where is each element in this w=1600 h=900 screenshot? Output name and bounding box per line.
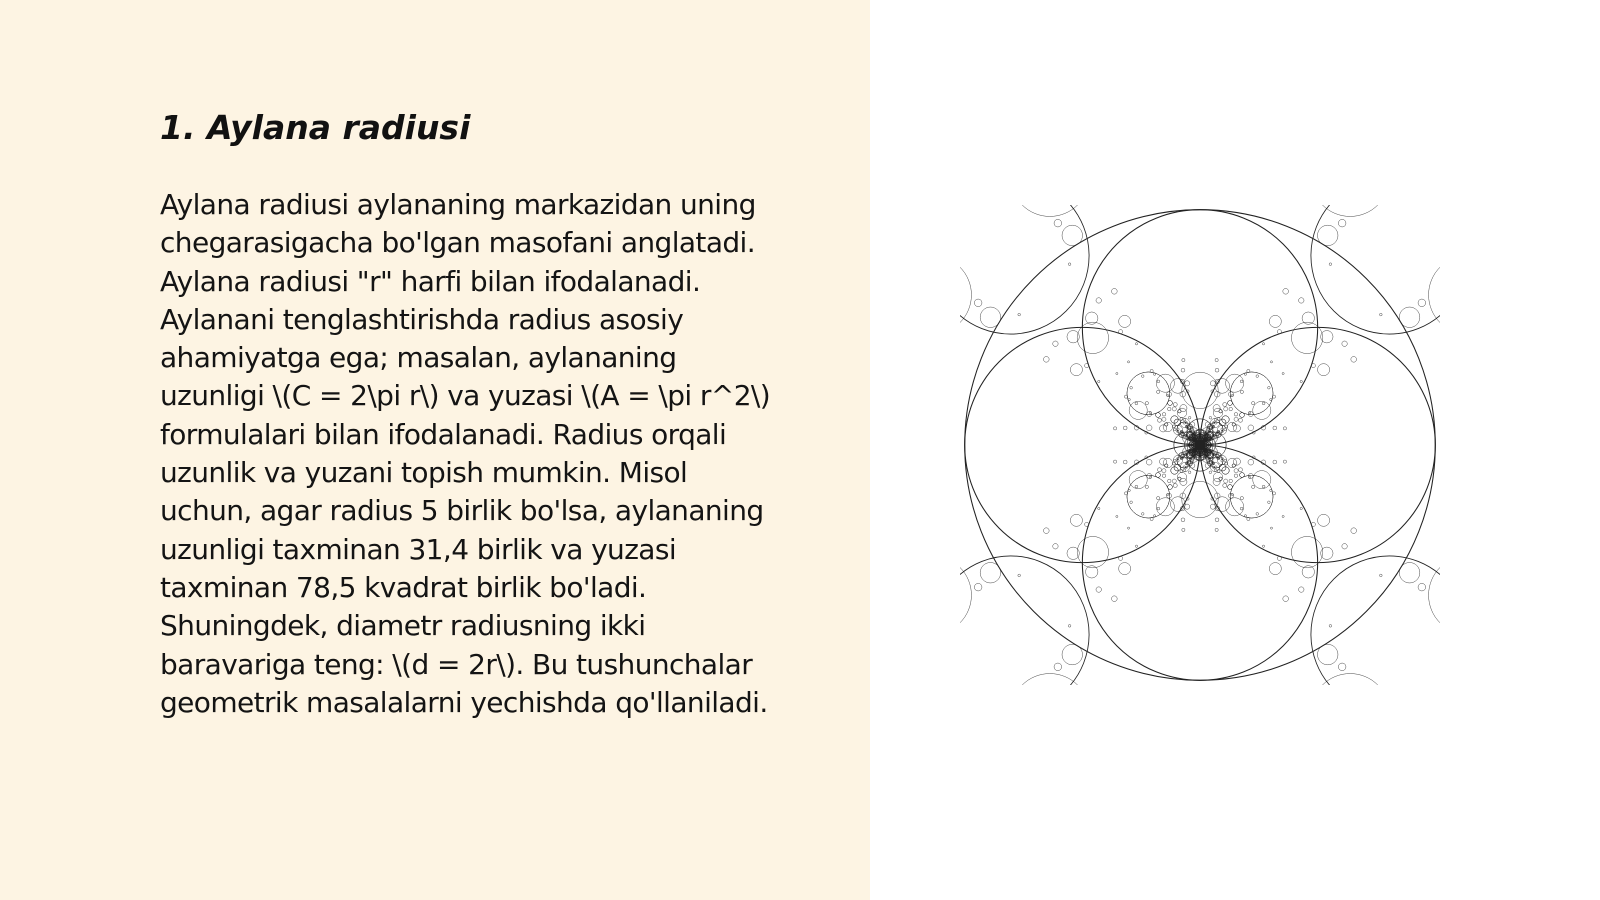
gasket-circle — [1135, 402, 1138, 405]
gasket-circle — [1127, 372, 1170, 415]
gasket-circle — [1277, 330, 1281, 334]
gasket-circle — [1302, 566, 1314, 578]
gasket-circle — [1174, 459, 1176, 461]
gasket-circle — [1082, 445, 1317, 680]
gasket-circle — [1262, 343, 1264, 345]
gasket-circle — [1240, 473, 1245, 478]
gasket-circle — [1321, 331, 1333, 343]
gasket-circle — [1070, 364, 1082, 376]
gasket-circle — [1173, 425, 1182, 434]
gasket-circle — [1283, 460, 1286, 463]
gasket-circle — [1127, 361, 1129, 363]
gasket-circle — [1116, 515, 1118, 517]
body-line: Aylana radiusi aylananing markazidan uning — [160, 188, 756, 221]
gasket-circle — [974, 583, 982, 591]
gasket-circle — [1053, 544, 1058, 549]
gasket-circle — [1226, 498, 1244, 516]
gasket-circle — [1085, 522, 1089, 526]
gasket-circle — [1209, 471, 1212, 474]
gasket-circle — [1217, 425, 1226, 434]
gasket-circle — [1146, 459, 1152, 465]
body-line: uchun, agar radius 5 birlik bo'lsa, aylananing — [160, 494, 764, 528]
gasket-circle — [1273, 426, 1277, 430]
gasket-circle — [1145, 485, 1148, 488]
gasket-circle — [1157, 497, 1160, 500]
gasket-circle — [1123, 426, 1127, 430]
gasket-circle — [1068, 263, 1071, 266]
gasket-circle — [1270, 489, 1272, 491]
gasket-circle — [1219, 464, 1226, 471]
gasket-circle — [1321, 547, 1333, 559]
gasket-circle — [1311, 363, 1315, 367]
gasket-circle — [1215, 358, 1218, 361]
gasket-circle — [1128, 489, 1130, 491]
gasket-circle — [1230, 475, 1273, 518]
gasket-circle — [1270, 361, 1272, 363]
gasket-circle — [1086, 312, 1098, 324]
gasket-circle — [1119, 315, 1131, 327]
gasket-circle — [1329, 625, 1332, 628]
gasket-circle — [1253, 401, 1271, 419]
gasket-circle — [1077, 536, 1108, 567]
gasket-circle — [1239, 468, 1243, 472]
gasket-circle — [1399, 307, 1419, 327]
gasket-circle — [1174, 464, 1181, 471]
gasket-circle — [1215, 518, 1219, 522]
gasket-circle — [1380, 313, 1383, 316]
gasket-circle — [1146, 425, 1152, 431]
gasket-circle — [1240, 507, 1243, 510]
gasket-circle — [1067, 331, 1079, 343]
gasket-circle — [1229, 407, 1233, 411]
gasket-circle — [1299, 587, 1304, 592]
gasket-circle — [1113, 460, 1116, 463]
gasket-circle — [1214, 419, 1216, 421]
gasket-circle — [1273, 460, 1277, 464]
gasket-circle — [1173, 484, 1177, 488]
gasket-circle — [1268, 501, 1271, 504]
gasket-circle — [1282, 515, 1284, 517]
gasket-circle — [1162, 469, 1166, 473]
gasket-circle — [1062, 225, 1082, 245]
gasket-circle — [1240, 380, 1243, 383]
gasket-circle — [1262, 545, 1264, 547]
gasket-circle — [1215, 379, 1230, 394]
gasket-circle — [1170, 379, 1185, 394]
gasket-circle — [1127, 475, 1170, 518]
gasket-circle — [1224, 428, 1226, 430]
body-line: Shuningdek, diametr radiusning ikki — [160, 609, 646, 643]
gasket-circle — [965, 327, 1200, 562]
gasket-circle — [1158, 418, 1162, 422]
slide-title: 1. Aylana radiusi — [160, 108, 471, 147]
gasket-circle — [1240, 390, 1243, 393]
gasket-circle — [1043, 528, 1049, 534]
gasket-circle — [1070, 514, 1082, 526]
body-line: taxminan 78,5 kvadrat birlik bo'ladi. — [160, 570, 647, 604]
gasket-circle — [1062, 644, 1082, 664]
gasket-circle — [1118, 556, 1122, 560]
gasket-circle — [1269, 563, 1281, 575]
gasket-circle — [1277, 556, 1281, 560]
gasket-circle — [1182, 481, 1218, 517]
gasket-circle — [1174, 419, 1181, 426]
gasket-circle — [1252, 402, 1255, 405]
body-line: baravariga teng: \(d = 2r\). Bu tushunchalar — [160, 647, 753, 681]
gasket-circle — [1291, 322, 1322, 353]
gasket-circle — [1282, 372, 1284, 374]
gasket-circle — [1256, 375, 1259, 378]
gasket-circle — [1171, 467, 1178, 474]
gasket-circle — [1215, 368, 1219, 372]
gasket-circle — [1188, 471, 1191, 474]
gasket-circle — [1043, 357, 1049, 363]
gasket-circle — [1223, 403, 1227, 407]
gasket-circle — [1156, 473, 1161, 478]
gasket-circle — [1185, 381, 1190, 386]
gasket-circle — [1239, 418, 1243, 422]
gasket-circle — [1283, 427, 1286, 430]
gasket-circle — [1135, 485, 1138, 488]
gasket-circle — [1168, 479, 1172, 483]
gasket-circle — [1130, 501, 1133, 504]
gasket-circle — [1222, 416, 1229, 423]
gasket-circle — [1329, 263, 1332, 266]
gasket-circle — [1162, 474, 1166, 478]
gasket-circle — [1130, 386, 1133, 389]
gasket-circle — [1157, 390, 1160, 393]
gasket-circle — [1174, 428, 1176, 430]
gasket-circle — [980, 562, 1000, 582]
gasket-circle — [1086, 566, 1098, 578]
gasket-circle — [1156, 374, 1174, 392]
gasket-circle — [1168, 407, 1172, 411]
gasket-circle — [1229, 479, 1233, 483]
gasket-circle — [1128, 398, 1130, 400]
gasket-circle — [1302, 312, 1314, 324]
gasket-circle — [1127, 527, 1129, 529]
gasket-circle — [1311, 205, 1440, 334]
gasket-circle — [1053, 341, 1058, 346]
gasket-circle — [1230, 372, 1273, 415]
body-line: Aylanani tenglashtirishda radius asosiy — [160, 302, 684, 336]
gasket-circle — [1317, 644, 1337, 664]
gasket-circle — [1162, 413, 1166, 417]
gasket-circle — [1399, 562, 1419, 582]
gasket-circle — [1157, 507, 1160, 510]
gasket-circle — [1222, 467, 1229, 474]
gasket-circle — [1234, 417, 1238, 421]
gasket-circle — [1269, 315, 1281, 327]
gasket-circle — [1171, 416, 1178, 423]
gasket-circle — [1181, 368, 1185, 372]
gasket-circle — [1018, 313, 1021, 316]
gasket-circle — [1234, 469, 1238, 473]
gasket-circle — [1291, 536, 1322, 567]
gasket-circle — [1172, 479, 1176, 483]
gasket-circle — [1200, 327, 1435, 562]
gasket-circle — [1116, 372, 1118, 374]
gasket-circle — [1096, 298, 1101, 303]
apollonian-gasket-image — [960, 205, 1440, 685]
gasket-circle — [1299, 298, 1304, 303]
gasket-circle — [1230, 475, 1273, 518]
gasket-circle — [1338, 663, 1346, 671]
body-line: formulalari bilan ifodalanadi. Radius orqali — [160, 417, 727, 451]
gasket-circle — [1085, 363, 1089, 367]
gasket-circle — [1118, 330, 1122, 334]
gasket-circle — [1018, 574, 1021, 577]
gasket-circle — [1268, 386, 1271, 389]
gasket-circle — [1215, 497, 1230, 512]
gasket-circle — [1181, 518, 1185, 522]
gasket-circle — [1068, 625, 1071, 628]
gasket-circle — [1418, 583, 1426, 591]
gasket-circle — [1226, 374, 1244, 392]
body-line: geometrik masalalarni yechishda qo'llaniladi. — [160, 685, 768, 719]
gasket-circle — [1215, 528, 1218, 531]
gasket-circle — [1311, 556, 1440, 685]
body-line: ahamiyatga ega; masalan, aylananing — [160, 341, 677, 375]
gasket-circle — [1262, 402, 1265, 405]
gasket-circle — [1183, 469, 1185, 471]
gasket-circle — [1173, 403, 1177, 407]
gasket-circle — [1156, 498, 1174, 516]
gasket-circle — [1380, 574, 1383, 577]
gasket-circle — [1135, 545, 1137, 547]
gasket-circle — [1248, 459, 1254, 465]
gasket-circle — [1098, 380, 1100, 382]
gasket-circle — [1182, 358, 1185, 361]
body-line: Aylana radiusi "r" harfi bilan ifodalanadi. — [160, 264, 701, 298]
gasket-circle — [1317, 225, 1337, 245]
gasket-circle — [1300, 507, 1302, 509]
gasket-circle — [1253, 471, 1271, 489]
gasket-circle — [1223, 484, 1227, 488]
gasket-circle — [1283, 596, 1289, 602]
gasket-circle — [1214, 469, 1216, 471]
gasket-circle — [1119, 563, 1131, 575]
gasket-circle — [1210, 381, 1215, 386]
gasket-circle — [980, 307, 1000, 327]
gasket-circle — [960, 205, 1089, 334]
gasket-circle — [1172, 407, 1176, 411]
gasket-circle — [1230, 372, 1273, 415]
body-line: uzunlik va yuzani topish mumkin. Misol — [160, 456, 688, 490]
gasket-circle — [1240, 413, 1245, 418]
gasket-circle — [1240, 497, 1243, 500]
gasket-circle — [1188, 416, 1191, 419]
gasket-circle — [1170, 497, 1185, 512]
gasket-circle — [1224, 407, 1228, 411]
gasket-circle — [1112, 288, 1118, 294]
gasket-circle — [1270, 398, 1272, 400]
gasket-circle — [1054, 663, 1062, 671]
gasket-circle — [1145, 402, 1148, 405]
gasket-circle — [1067, 547, 1079, 559]
gasket-circle — [1224, 459, 1226, 461]
gasket-circle — [1077, 322, 1108, 353]
gasket-circle — [1162, 417, 1166, 421]
gasket-circle — [1129, 471, 1147, 489]
gasket-circle — [1054, 219, 1062, 227]
gasket-circle — [1127, 475, 1170, 518]
gasket-circle — [960, 556, 1089, 685]
gasket-circle — [1129, 401, 1147, 419]
gasket-circle — [1098, 507, 1100, 509]
gasket-circle — [1141, 375, 1144, 378]
gasket-circle — [1342, 544, 1347, 549]
gasket-circle — [1234, 413, 1238, 417]
gasket-circle — [1157, 380, 1160, 383]
gasket-circle — [1183, 419, 1185, 421]
gasket-circle — [1252, 485, 1255, 488]
gasket-circle — [1224, 479, 1228, 483]
gasket-circle — [1351, 357, 1357, 363]
gasket-circle — [1418, 299, 1426, 307]
gasket-circle — [1300, 380, 1302, 382]
gasket-circle — [1256, 513, 1259, 516]
gasket-circle — [1283, 288, 1289, 294]
gasket-circle — [1112, 596, 1118, 602]
gasket-circle — [1182, 528, 1185, 531]
gasket-circle — [1318, 514, 1330, 526]
apollonian-gasket-svg — [960, 205, 1440, 685]
body-line: uzunligi taxminan 31,4 birlik va yuzasi — [160, 532, 677, 566]
gasket-circle — [1113, 427, 1116, 430]
gasket-circle — [1262, 485, 1265, 488]
gasket-circle — [1351, 528, 1357, 534]
body-line: chegarasigacha bo'lgan masofani anglatadi. — [160, 226, 756, 260]
gasket-circle — [1209, 416, 1212, 419]
gasket-circle — [1338, 219, 1346, 227]
gasket-circle — [1096, 587, 1101, 592]
body-line: uzunligi \(C = 2\pi r\) va yuzasi \(A = \pi r^2\) — [160, 379, 771, 413]
gasket-circle — [1158, 468, 1162, 472]
gasket-circle — [1082, 210, 1317, 445]
gasket-circle — [1127, 372, 1170, 415]
gasket-circle — [1135, 343, 1137, 345]
gasket-circle — [1342, 341, 1347, 346]
gasket-circle — [1141, 513, 1144, 516]
gasket-circle — [1248, 425, 1254, 431]
slide-body — [160, 186, 850, 722]
gasket-circle — [1210, 504, 1215, 509]
gasket-circle — [1182, 372, 1218, 408]
gasket-circle — [1185, 504, 1190, 509]
gasket-circle — [1318, 364, 1330, 376]
gasket-circle — [1123, 460, 1127, 464]
gasket-circle — [1311, 522, 1315, 526]
gasket-circle — [1234, 474, 1238, 478]
gasket-circle — [1156, 413, 1161, 418]
gasket-circle — [1219, 419, 1226, 426]
gasket-circle — [974, 299, 982, 307]
gasket-circle — [1270, 527, 1272, 529]
